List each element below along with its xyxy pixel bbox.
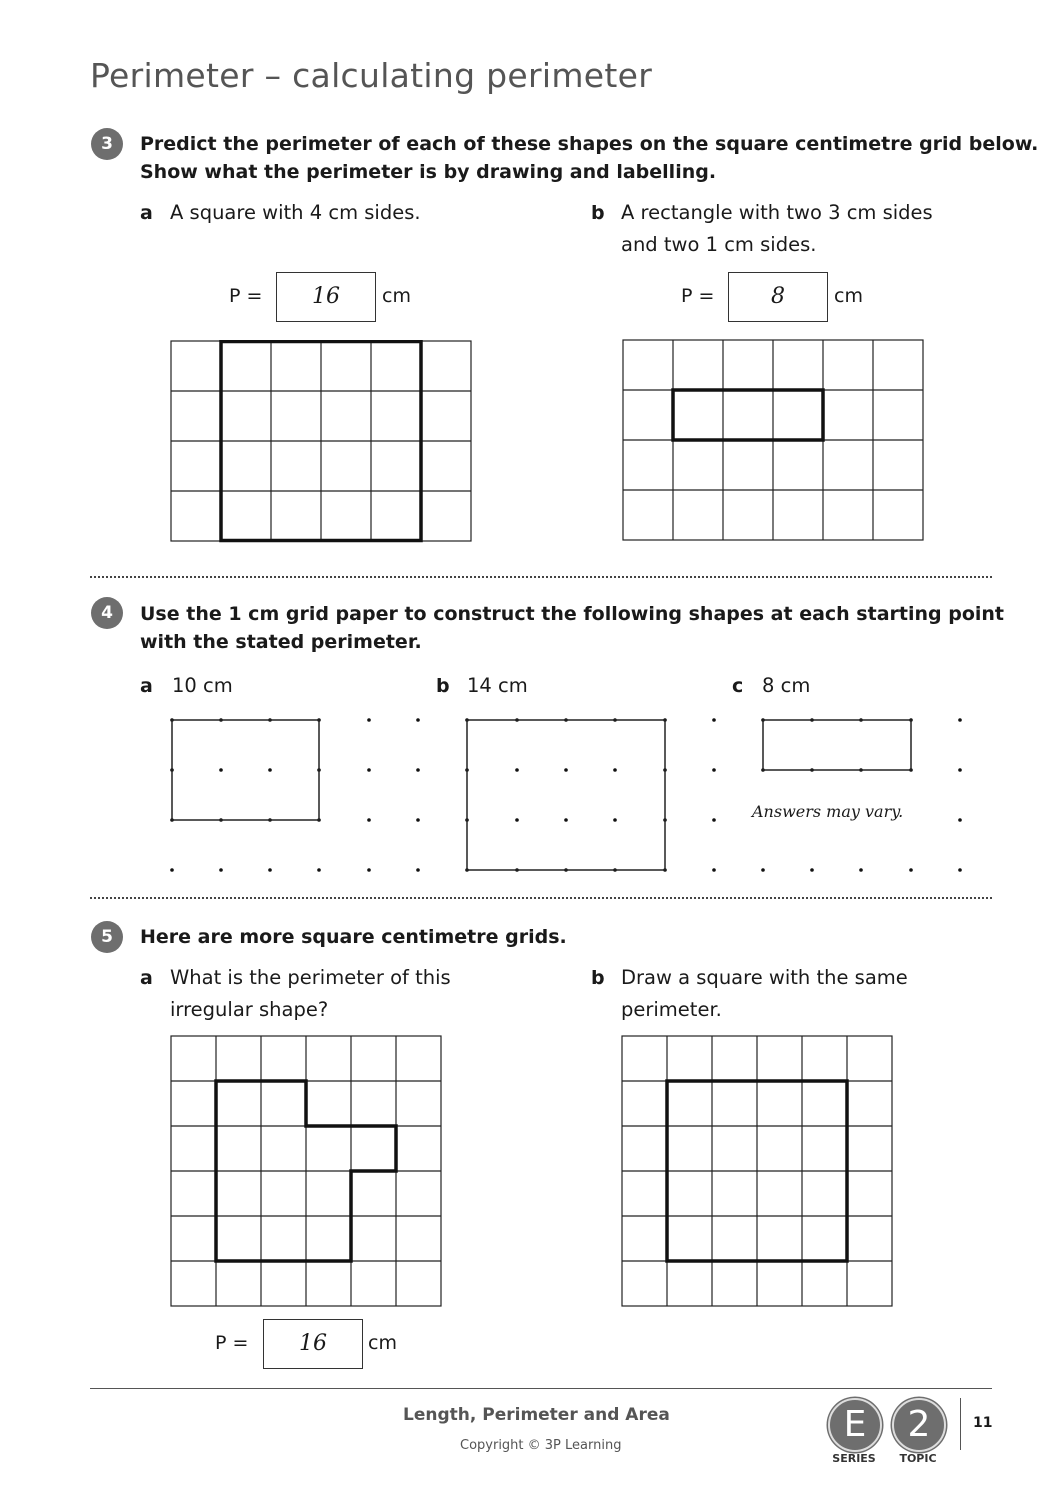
section-divider <box>90 576 992 578</box>
q3-part-b-text-line1: A rectangle with two 3 cm sides <box>621 201 933 224</box>
q5-part-b-letter: b <box>591 967 605 989</box>
series-badge: E <box>828 1398 882 1452</box>
q3-part-b-text-line2: and two 1 cm sides. <box>621 233 817 256</box>
q3a-unit: cm <box>382 285 411 307</box>
q3-part-b-letter: b <box>591 202 605 224</box>
q4c-rectangle <box>763 720 911 770</box>
question-3-text-line1: Predict the perimeter of each of these shapes on the square centimetre grid below. <box>140 133 1039 155</box>
q5-part-b-text-line2: perimeter. <box>621 998 722 1021</box>
q3a-perimeter-label: P = <box>229 285 263 307</box>
q3-part-a-letter: a <box>140 202 153 224</box>
section-divider <box>90 897 992 899</box>
footer-rule <box>90 1388 992 1389</box>
q5-part-a-text-line2: irregular shape? <box>170 998 329 1021</box>
q4-part-b-letter: b <box>436 675 450 697</box>
q5a-answer-box[interactable]: 16 <box>263 1319 363 1369</box>
question-4-text-line2: with the stated perimeter. <box>140 631 422 653</box>
topic-label: TOPIC <box>899 1452 937 1465</box>
q4-part-a-text: 10 cm <box>172 674 233 697</box>
question-3-badge: 3 <box>91 128 123 160</box>
q5-part-b-text-line1: Draw a square with the same <box>621 966 908 989</box>
q5a-grid <box>170 1035 443 1308</box>
q3-part-a-text: A square with 4 cm sides. <box>170 201 421 224</box>
q5b-grid <box>621 1035 894 1308</box>
footer-title: Length, Perimeter and Area <box>403 1405 670 1425</box>
question-5-badge: 5 <box>91 921 123 953</box>
q4-dot-grid <box>160 705 980 885</box>
question-3-text-line2: Show what the perimeter is by drawing and labelling. <box>140 161 717 183</box>
q4-part-b-text: 14 cm <box>467 674 528 697</box>
q3b-rectangle-outline <box>673 390 823 440</box>
q3a-grid <box>170 340 472 543</box>
q3b-perimeter-label: P = <box>681 285 715 307</box>
q5a-unit: cm <box>368 1332 397 1354</box>
q3b-answer-box[interactable]: 8 <box>728 272 828 322</box>
series-label: SERIES <box>832 1452 876 1465</box>
footer-vertical-rule <box>960 1398 961 1450</box>
topic-badge: 2 <box>892 1398 946 1452</box>
q4a-rectangle <box>172 720 319 820</box>
question-4-badge: 4 <box>91 597 123 629</box>
footer-copyright: Copyright © 3P Learning <box>460 1438 622 1453</box>
q3a-answer-box[interactable]: 16 <box>276 272 376 322</box>
q4b-rectangle <box>467 720 665 870</box>
q3b-grid <box>622 339 924 542</box>
question-4-text-line1: Use the 1 cm grid paper to construct the following shapes at each starting point <box>140 603 1004 625</box>
question-5-text: Here are more square centimetre grids. <box>140 926 567 948</box>
q5-part-a-letter: a <box>140 967 153 989</box>
q4-part-c-text: 8 cm <box>762 674 811 697</box>
q5-part-a-text-line1: What is the perimeter of this <box>170 966 451 989</box>
q3b-unit: cm <box>834 285 863 307</box>
q4-part-c-letter: c <box>732 675 744 697</box>
q5a-perimeter-label: P = <box>215 1332 249 1354</box>
q4-part-a-letter: a <box>140 675 153 697</box>
page-number: 11 <box>973 1415 993 1431</box>
q4-answers-may-vary: Answers may vary. <box>752 802 904 821</box>
page-title: Perimeter – calculating perimeter <box>90 56 653 95</box>
